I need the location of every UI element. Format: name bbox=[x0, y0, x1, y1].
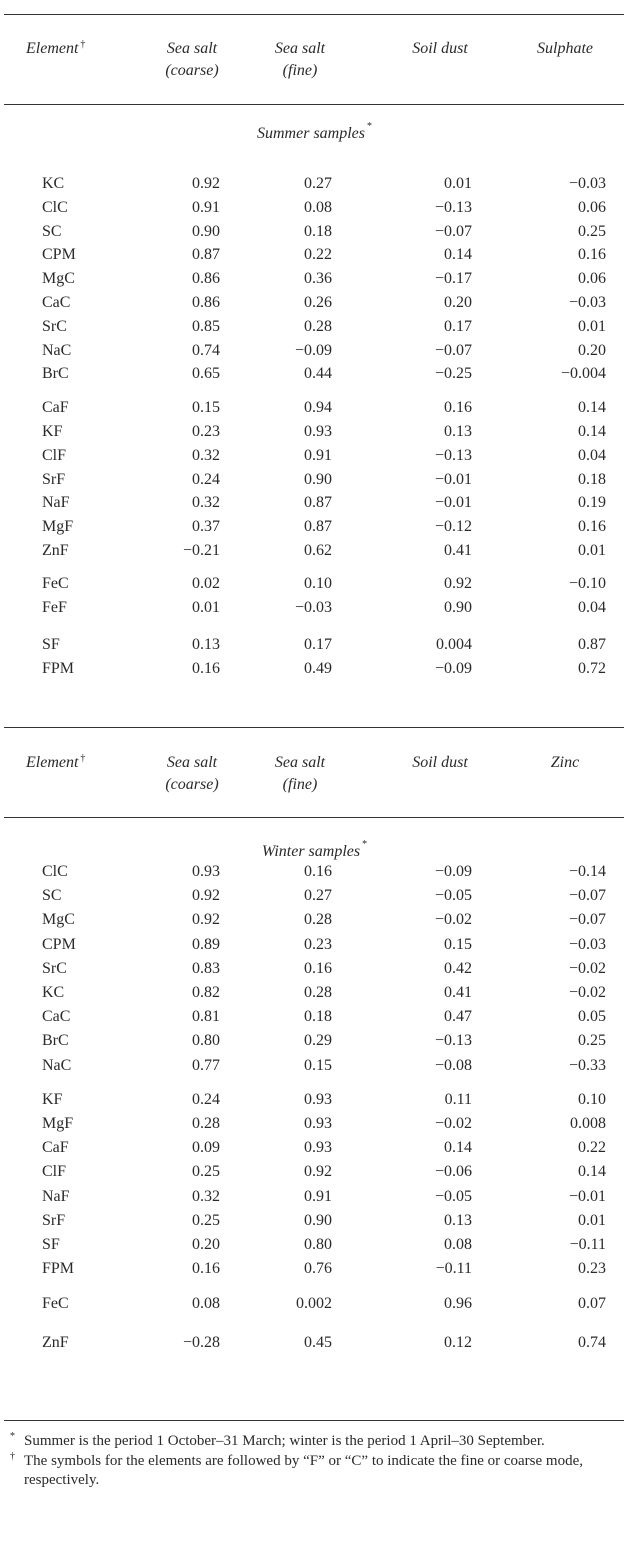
soil-dust-cell: 0.16 bbox=[444, 399, 472, 417]
soil-dust-cell: −0.12 bbox=[434, 518, 472, 536]
sea-salt-coarse-cell: 0.20 bbox=[192, 1236, 220, 1253]
fourth-factor-cell: 0.16 bbox=[578, 518, 606, 536]
sea-salt-fine-cell: 0.45 bbox=[304, 1333, 332, 1351]
fourth-factor-cell: 0.14 bbox=[578, 399, 606, 417]
sea-salt-fine-cell: 0.80 bbox=[304, 1236, 332, 1253]
element-cell: KF bbox=[42, 423, 63, 440]
sea-salt-coarse-cell: 0.02 bbox=[192, 574, 220, 592]
element-column-header: Element † bbox=[26, 39, 86, 57]
table-row bbox=[0, 267, 629, 291]
soil-dust-cell: −0.08 bbox=[434, 1056, 472, 1074]
element-cell: SF bbox=[42, 1236, 60, 1253]
fourth-factor-cell: 0.06 bbox=[578, 270, 606, 288]
element-cell: ZnF bbox=[42, 542, 69, 559]
soil-dust-cell: 0.90 bbox=[444, 598, 472, 616]
sea-salt-coarse-cell: 0.65 bbox=[192, 365, 220, 383]
fourth-factor-cell: 0.01 bbox=[578, 1211, 606, 1229]
table-row bbox=[0, 1160, 629, 1184]
element-cell: CPM bbox=[42, 935, 76, 953]
soil-dust-cell: 0.14 bbox=[444, 246, 472, 264]
element-cell: FeC bbox=[42, 1295, 69, 1313]
element-column-header: Element † bbox=[26, 753, 86, 771]
sea-salt-coarse-cell: 0.87 bbox=[192, 246, 220, 264]
table-row bbox=[0, 291, 629, 315]
table-row bbox=[0, 172, 629, 196]
sea-salt-coarse-cell: 0.23 bbox=[192, 423, 220, 440]
fourth-factor-cell: −0.07 bbox=[568, 911, 606, 929]
sea-salt-coarse-cell: 0.32 bbox=[192, 446, 220, 464]
summer-table-header bbox=[0, 38, 629, 98]
soil-dust-cell: 0.14 bbox=[444, 1139, 472, 1157]
sea-salt-coarse-header: Sea salt (coarse) bbox=[165, 40, 219, 79]
table-row bbox=[0, 515, 629, 539]
table-row bbox=[0, 657, 629, 681]
table-row bbox=[0, 362, 629, 386]
table-row bbox=[0, 1292, 629, 1316]
element-cell: MgF bbox=[42, 1115, 74, 1132]
fourth-factor-cell: −0.03 bbox=[568, 935, 606, 953]
fourth-factor-cell: −0.14 bbox=[568, 863, 606, 880]
sea-salt-fine-cell: 0.22 bbox=[304, 246, 332, 264]
element-cell: SF bbox=[42, 636, 60, 654]
soil-dust-cell: −0.11 bbox=[435, 1260, 472, 1278]
soil-dust-cell: 0.11 bbox=[444, 1090, 472, 1108]
table-row bbox=[0, 220, 629, 244]
fourth-factor-cell: −0.03 bbox=[568, 175, 606, 192]
table-row bbox=[0, 1209, 629, 1233]
table-row bbox=[0, 1112, 629, 1136]
summer-header-rule bbox=[4, 104, 624, 105]
soil-dust-cell: −0.01 bbox=[434, 494, 472, 512]
winter-section-title: Winter samples * bbox=[261, 839, 368, 860]
table-row bbox=[0, 1233, 629, 1257]
sea-salt-fine-cell: 0.26 bbox=[304, 294, 332, 311]
sea-salt-fine-cell: 0.44 bbox=[304, 365, 332, 383]
fourth-factor-cell: 0.25 bbox=[578, 1032, 606, 1050]
sea-salt-coarse-cell: 0.86 bbox=[192, 294, 220, 311]
soil-dust-cell: 0.004 bbox=[436, 636, 472, 654]
table-row bbox=[0, 396, 629, 420]
sea-salt-coarse-cell: 0.24 bbox=[192, 1090, 220, 1108]
sea-salt-coarse-cell: 0.90 bbox=[192, 222, 220, 240]
table-row bbox=[0, 315, 629, 339]
sea-salt-fine-cell: 0.27 bbox=[304, 887, 332, 905]
fourth-factor-cell: 0.87 bbox=[578, 636, 606, 654]
table-row bbox=[0, 1257, 629, 1281]
sea-salt-coarse-cell: 0.15 bbox=[192, 399, 220, 417]
element-cell: NaC bbox=[42, 341, 72, 359]
table-row bbox=[0, 572, 629, 596]
fourth-factor-cell: 0.04 bbox=[578, 598, 606, 616]
element-cell: SrF bbox=[42, 470, 66, 488]
sea-salt-coarse-cell: 0.77 bbox=[192, 1056, 220, 1074]
sea-salt-coarse-cell: 0.25 bbox=[192, 1163, 220, 1181]
sea-salt-coarse-cell: 0.92 bbox=[192, 887, 220, 905]
table-row bbox=[0, 1054, 629, 1078]
table-row bbox=[0, 933, 629, 957]
winter-header-rule bbox=[4, 817, 624, 818]
element-cell: ClF bbox=[42, 1163, 67, 1181]
sea-salt-coarse-cell: −0.21 bbox=[182, 542, 220, 559]
element-cell: ZnF bbox=[42, 1333, 69, 1351]
fourth-factor-cell: 0.22 bbox=[578, 1139, 606, 1157]
sea-salt-fine-cell: 0.49 bbox=[304, 660, 332, 678]
element-cell: MgC bbox=[42, 270, 75, 288]
sea-salt-fine-cell: −0.09 bbox=[294, 341, 332, 359]
table-row bbox=[0, 596, 629, 620]
element-cell: NaF bbox=[42, 494, 70, 512]
mid-rule bbox=[4, 727, 624, 728]
element-cell: SC bbox=[42, 222, 62, 240]
fourth-factor-cell: 0.06 bbox=[578, 198, 606, 216]
sea-salt-coarse-cell: 0.01 bbox=[192, 598, 220, 616]
sea-salt-fine-cell: 0.18 bbox=[304, 1008, 332, 1026]
soil-dust-cell: −0.07 bbox=[434, 341, 472, 359]
soil-dust-cell: −0.09 bbox=[434, 660, 472, 678]
element-cell: SrF bbox=[42, 1211, 66, 1229]
soil-dust-cell: 0.41 bbox=[444, 542, 472, 559]
sea-salt-fine-cell: 0.16 bbox=[304, 863, 332, 880]
table-row bbox=[0, 491, 629, 515]
element-cell: SrC bbox=[42, 317, 67, 335]
sea-salt-coarse-cell: 0.89 bbox=[192, 935, 220, 953]
sea-salt-fine-cell: 0.93 bbox=[304, 1090, 332, 1108]
element-cell: SC bbox=[42, 887, 62, 905]
sea-salt-fine-cell: 0.87 bbox=[304, 494, 332, 512]
element-cell: BrC bbox=[42, 365, 69, 383]
sea-salt-fine-cell: 0.93 bbox=[304, 1115, 332, 1132]
sea-salt-coarse-cell: 0.08 bbox=[192, 1295, 220, 1313]
fourth-factor-cell: 0.18 bbox=[578, 470, 606, 488]
soil-dust-cell: −0.05 bbox=[434, 1187, 472, 1205]
element-cell: FPM bbox=[42, 1260, 75, 1278]
soil-dust-cell: 0.13 bbox=[444, 1211, 472, 1229]
fourth-factor-cell: −0.02 bbox=[568, 984, 606, 1001]
element-cell: KF bbox=[42, 1090, 63, 1108]
table-row bbox=[0, 196, 629, 220]
sea-salt-fine-cell: 0.29 bbox=[304, 1032, 332, 1050]
soil-dust-cell: −0.05 bbox=[434, 887, 472, 905]
element-cell: CaF bbox=[42, 399, 69, 417]
sea-salt-coarse-cell: 0.16 bbox=[192, 660, 220, 678]
fourth-factor-cell: −0.02 bbox=[568, 959, 606, 977]
fourth-factor-cell: −0.01 bbox=[568, 1187, 606, 1205]
sea-salt-fine-cell: 0.16 bbox=[304, 959, 332, 977]
sea-salt-fine-cell: 0.28 bbox=[304, 984, 332, 1001]
fourth-factor-cell: −0.07 bbox=[568, 887, 606, 905]
table-row bbox=[0, 1005, 629, 1029]
sea-salt-fine-cell: 0.92 bbox=[304, 1163, 332, 1181]
sea-salt-fine-cell: 0.002 bbox=[296, 1295, 332, 1313]
element-cell: SrC bbox=[42, 959, 67, 977]
sea-salt-coarse-cell: 0.80 bbox=[192, 1032, 220, 1050]
soil-dust-cell: −0.13 bbox=[434, 446, 472, 464]
fourth-factor-cell: 0.14 bbox=[578, 423, 606, 440]
fourth-factor-cell: −0.11 bbox=[569, 1236, 606, 1253]
fourth-factor-cell: 0.74 bbox=[578, 1333, 606, 1351]
sea-salt-fine-cell: 0.08 bbox=[304, 198, 332, 216]
element-cell: MgC bbox=[42, 911, 75, 929]
fourth-factor-cell: 0.10 bbox=[578, 1090, 606, 1108]
fourth-factor-cell: −0.03 bbox=[568, 294, 606, 311]
sea-salt-coarse-cell: 0.81 bbox=[192, 1008, 220, 1026]
soil-dust-cell: −0.17 bbox=[434, 270, 472, 288]
sea-salt-coarse-cell: −0.28 bbox=[182, 1333, 220, 1351]
sea-salt-fine-cell: 0.76 bbox=[304, 1260, 332, 1278]
element-cell: ClF bbox=[42, 446, 67, 464]
sea-salt-coarse-cell: 0.37 bbox=[192, 518, 220, 536]
table-row bbox=[0, 957, 629, 981]
table-row bbox=[0, 1029, 629, 1053]
soil-dust-cell: −0.06 bbox=[434, 1163, 472, 1181]
element-cell: FeC bbox=[42, 574, 69, 592]
soil-dust-cell: 0.96 bbox=[444, 1295, 472, 1313]
fourth-factor-cell: 0.07 bbox=[578, 1295, 606, 1313]
sea-salt-coarse-cell: 0.16 bbox=[192, 1260, 220, 1278]
fourth-factor-cell: 0.05 bbox=[578, 1008, 606, 1026]
soil-dust-cell: 0.92 bbox=[444, 574, 472, 592]
sea-salt-fine-header: Sea salt (fine) bbox=[274, 754, 326, 793]
element-cell: KC bbox=[42, 175, 65, 192]
sea-salt-fine-cell: 0.93 bbox=[304, 423, 332, 440]
sea-salt-coarse-cell: 0.24 bbox=[192, 470, 220, 488]
fourth-factor-cell: 0.20 bbox=[578, 341, 606, 359]
element-cell: CaC bbox=[42, 1008, 71, 1026]
sea-salt-coarse-cell: 0.93 bbox=[192, 863, 220, 880]
zinc-header: Zinc bbox=[550, 754, 580, 771]
fourth-factor-cell: 0.25 bbox=[578, 222, 606, 240]
fourth-factor-cell: 0.72 bbox=[578, 660, 606, 678]
table-row bbox=[0, 633, 629, 657]
table-row bbox=[0, 908, 629, 932]
fourth-factor-cell: −0.10 bbox=[568, 574, 606, 592]
sea-salt-fine-cell: 0.87 bbox=[304, 518, 332, 536]
soil-dust-cell: −0.02 bbox=[434, 1115, 472, 1132]
sea-salt-fine-header: Sea salt (fine) bbox=[274, 40, 326, 79]
soil-dust-cell: −0.13 bbox=[434, 198, 472, 216]
soil-dust-cell: 0.42 bbox=[444, 959, 472, 977]
sea-salt-fine-cell: 0.90 bbox=[304, 1211, 332, 1229]
element-cell: BrC bbox=[42, 1032, 69, 1050]
element-cell: KC bbox=[42, 984, 65, 1001]
table-row bbox=[0, 444, 629, 468]
table-row bbox=[0, 1088, 629, 1112]
sulphate-header: Sulphate bbox=[537, 40, 593, 57]
soil-dust-cell: 0.20 bbox=[444, 294, 472, 311]
element-cell: NaF bbox=[42, 1187, 70, 1205]
sea-salt-coarse-cell: 0.86 bbox=[192, 270, 220, 288]
element-cell: CPM bbox=[42, 246, 76, 264]
sea-salt-fine-cell: 0.23 bbox=[304, 935, 332, 953]
sea-salt-coarse-cell: 0.74 bbox=[192, 341, 220, 359]
fourth-factor-cell: 0.008 bbox=[570, 1115, 606, 1132]
sea-salt-fine-cell: 0.28 bbox=[304, 317, 332, 335]
fourth-factor-cell: 0.16 bbox=[578, 246, 606, 264]
sea-salt-fine-cell: 0.17 bbox=[304, 636, 332, 654]
soil-dust-cell: −0.25 bbox=[434, 365, 472, 383]
table-row bbox=[0, 539, 629, 563]
fourth-factor-cell: 0.19 bbox=[578, 494, 606, 512]
sea-salt-coarse-cell: 0.28 bbox=[192, 1115, 220, 1132]
sea-salt-fine-cell: 0.94 bbox=[304, 399, 332, 417]
table-row bbox=[0, 981, 629, 1005]
soil-dust-cell: −0.07 bbox=[434, 222, 472, 240]
soil-dust-cell: 0.17 bbox=[444, 317, 472, 335]
table-row bbox=[0, 243, 629, 267]
table-row bbox=[0, 420, 629, 444]
sea-salt-fine-cell: 0.28 bbox=[304, 911, 332, 929]
fourth-factor-cell: 0.23 bbox=[578, 1260, 606, 1278]
footnote-season: * Summer is the period 1 October–31 March; winter is the period 1 April–30 September. bbox=[10, 1431, 545, 1449]
table-row bbox=[0, 884, 629, 908]
soil-dust-cell: −0.13 bbox=[434, 1032, 472, 1050]
table-row bbox=[0, 1331, 629, 1355]
soil-dust-cell: 0.08 bbox=[444, 1236, 472, 1253]
sea-salt-fine-cell: 0.91 bbox=[304, 1187, 332, 1205]
winter-table-header bbox=[0, 752, 629, 812]
sea-salt-coarse-cell: 0.91 bbox=[192, 198, 220, 216]
sea-salt-fine-cell: 0.91 bbox=[304, 446, 332, 464]
element-cell: MgF bbox=[42, 518, 74, 536]
element-cell: NaC bbox=[42, 1056, 72, 1074]
soil-dust-header: Soil dust bbox=[412, 754, 468, 771]
sea-salt-fine-cell: 0.62 bbox=[304, 542, 332, 559]
soil-dust-header: Soil dust bbox=[412, 40, 468, 57]
fourth-factor-cell: −0.004 bbox=[560, 365, 606, 383]
sea-salt-fine-cell: 0.90 bbox=[304, 470, 332, 488]
bottom-rule bbox=[4, 1420, 624, 1421]
sea-salt-fine-cell: 0.10 bbox=[304, 574, 332, 592]
fourth-factor-cell: 0.01 bbox=[578, 317, 606, 335]
element-cell: CaC bbox=[42, 294, 71, 311]
soil-dust-cell: 0.15 bbox=[444, 935, 472, 953]
fourth-factor-cell: 0.04 bbox=[578, 446, 606, 464]
element-cell: ClC bbox=[42, 863, 68, 880]
soil-dust-cell: −0.02 bbox=[434, 911, 472, 929]
sea-salt-coarse-header: Sea salt (coarse) bbox=[165, 754, 219, 793]
element-cell: CaF bbox=[42, 1139, 69, 1157]
footnotes bbox=[10, 1432, 622, 1491]
sea-salt-fine-cell: −0.03 bbox=[294, 598, 332, 616]
sea-salt-coarse-cell: 0.85 bbox=[192, 317, 220, 335]
sea-salt-coarse-cell: 0.09 bbox=[192, 1139, 220, 1157]
soil-dust-cell: 0.01 bbox=[444, 175, 472, 192]
soil-dust-cell: 0.12 bbox=[444, 1333, 472, 1351]
sea-salt-coarse-cell: 0.13 bbox=[192, 636, 220, 654]
soil-dust-cell: −0.09 bbox=[434, 863, 472, 880]
sea-salt-fine-cell: 0.27 bbox=[304, 175, 332, 192]
soil-dust-cell: −0.01 bbox=[434, 470, 472, 488]
sea-salt-coarse-cell: 0.92 bbox=[192, 175, 220, 192]
element-cell: ClC bbox=[42, 198, 68, 216]
soil-dust-cell: 0.41 bbox=[444, 984, 472, 1001]
soil-dust-cell: 0.13 bbox=[444, 423, 472, 440]
table-row bbox=[0, 468, 629, 492]
sea-salt-coarse-cell: 0.32 bbox=[192, 494, 220, 512]
fourth-factor-cell: 0.14 bbox=[578, 1163, 606, 1181]
element-cell: FPM bbox=[42, 660, 75, 678]
sea-salt-coarse-cell: 0.92 bbox=[192, 911, 220, 929]
sea-salt-coarse-cell: 0.82 bbox=[192, 984, 220, 1001]
fourth-factor-cell: 0.01 bbox=[578, 542, 606, 559]
sea-salt-fine-cell: 0.36 bbox=[304, 270, 332, 288]
sea-salt-fine-cell: 0.93 bbox=[304, 1139, 332, 1157]
element-cell: FeF bbox=[42, 598, 67, 616]
summer-section-title: Summer samples * bbox=[257, 121, 372, 142]
table-row bbox=[0, 1185, 629, 1209]
top-rule bbox=[4, 14, 624, 15]
sea-salt-coarse-cell: 0.32 bbox=[192, 1187, 220, 1205]
table-row bbox=[0, 339, 629, 363]
soil-dust-cell: 0.47 bbox=[444, 1008, 472, 1026]
sea-salt-coarse-cell: 0.83 bbox=[192, 959, 220, 977]
sea-salt-fine-cell: 0.18 bbox=[304, 222, 332, 240]
footnote-symbols: † The symbols for the elements are followed by “F” or “C” to indicate the fine or coarse mode, respectively. bbox=[10, 1451, 583, 1488]
table-row bbox=[0, 1136, 629, 1160]
fourth-factor-cell: −0.33 bbox=[568, 1056, 606, 1074]
sea-salt-coarse-cell: 0.25 bbox=[192, 1211, 220, 1229]
sea-salt-fine-cell: 0.15 bbox=[304, 1056, 332, 1074]
table-row bbox=[0, 860, 629, 884]
